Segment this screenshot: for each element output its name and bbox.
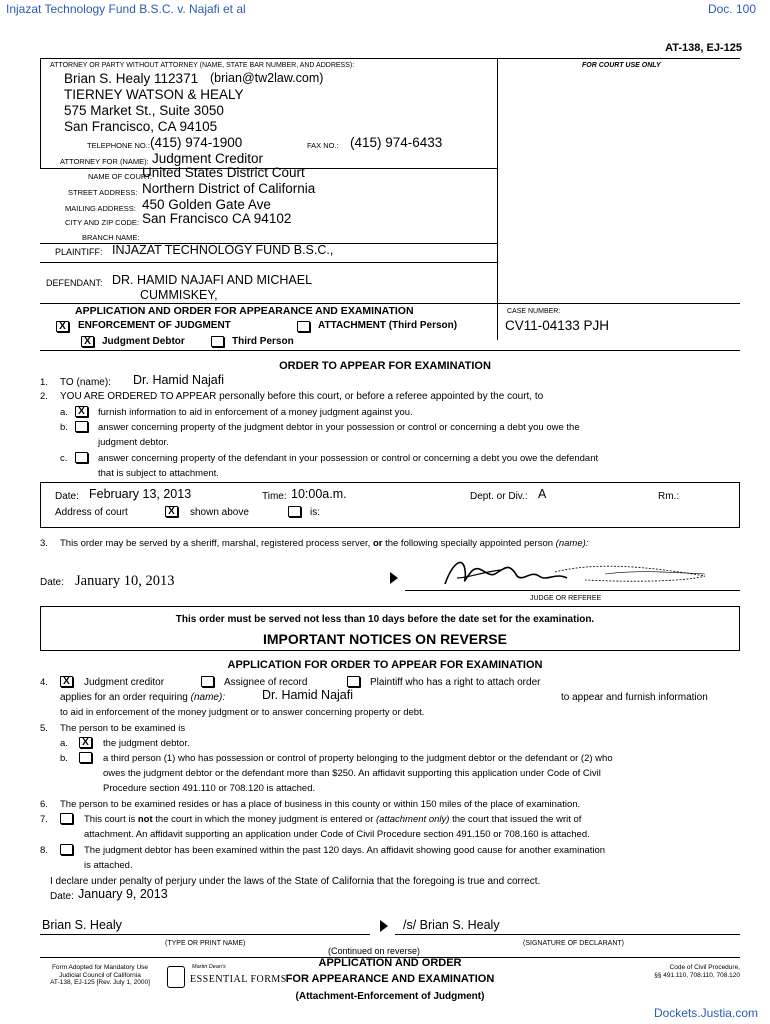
item5b-text-3: Procedure section 491.110 or 708.120 is attached.	[103, 783, 316, 794]
continued-on-reverse: (Continued on reverse)	[328, 946, 421, 956]
judgment-creditor-checkbox[interactable]: X	[60, 676, 73, 687]
item1-label: TO (name):	[60, 377, 111, 388]
item2-text: YOU ARE ORDERED TO APPEAR personally before this court, or before a referee appointed by the court, to	[60, 391, 544, 402]
attorney-for-label: ATTORNEY FOR (NAME):	[60, 157, 149, 166]
essential-forms-logo-icon	[167, 966, 185, 988]
enforcement-checkbox[interactable]: X	[56, 321, 69, 332]
justia-link[interactable]: Dockets.Justia.com	[653, 1006, 758, 1020]
item2-number: 2.	[40, 391, 48, 402]
street-address-value: Northern District of California	[142, 181, 316, 196]
item2b-label: b.	[60, 422, 68, 433]
notice-important: IMPORTANT NOTICES ON REVERSE	[263, 631, 507, 647]
city-zip-label: CITY AND ZIP CODE:	[65, 218, 139, 227]
fax-label: FAX NO.:	[307, 141, 339, 150]
hearing-time-value: 10:00a.m.	[291, 487, 347, 501]
order-date-label: Date:	[40, 577, 64, 588]
item3-text-b: the following specially appointed person	[385, 538, 554, 549]
order-rule	[40, 350, 740, 351]
item7-text-2: attachment. An affidavit supporting an application under Code of Civil Procedure section 491.150 or 708.160 is attached.	[84, 829, 590, 840]
declarant-signature: /s/ Brian S. Healy	[403, 918, 500, 932]
item5-number: 5.	[40, 723, 48, 734]
court-use-divider	[497, 58, 498, 340]
item5a-checkbox[interactable]: X	[79, 737, 92, 748]
item2c-label: c.	[60, 453, 68, 464]
court-name-value: United States District Court	[142, 165, 305, 180]
hearing-date-value: February 13, 2013	[89, 487, 192, 501]
left-rule	[40, 58, 41, 168]
attachment-label: ATTACHMENT (Third Person)	[318, 320, 458, 331]
signature-line	[395, 934, 740, 935]
form-adopted-line-3: AT-138, EJ-125 [Rev. July 1, 2000]	[50, 979, 150, 986]
item7-number: 7.	[40, 814, 48, 825]
telephone-value: (415) 974-1900	[150, 135, 243, 150]
address-is-checkbox[interactable]	[288, 506, 301, 517]
item5-text: The person to be examined is	[60, 723, 186, 734]
fax-value: (415) 974-6433	[350, 135, 443, 150]
code-citation-line-2: §§ 491.110, 708.110, 708.120	[654, 971, 740, 979]
dept-value: A	[538, 487, 547, 501]
case-number-value: CV11-04133 PJH	[505, 318, 610, 333]
judgment-debtor-label: Judgment Debtor	[102, 336, 185, 347]
assignee-label: Assignee of record	[224, 677, 308, 688]
attorney-name: Brian S. Healy 112371	[64, 71, 199, 86]
signature-declarant-label: (SIGNATURE OF DECLARANT)	[523, 940, 624, 947]
docket-number[interactable]: Doc. 100	[707, 2, 756, 16]
mailing-address-value: 450 Golden Gate Ave	[142, 197, 271, 212]
application-title: APPLICATION FOR ORDER TO APPEAR FOR EXAMINATION	[227, 659, 543, 671]
docket-header-title[interactable]: Injazat Technology Fund B.S.C. v. Najafi et al	[6, 2, 246, 16]
mailing-address-label: MAILING ADDRESS:	[65, 204, 136, 213]
item7-text-1b: the court in which the money judgment is entered or	[155, 814, 374, 825]
item2c-checkbox[interactable]	[75, 452, 88, 463]
item2a-checkbox[interactable]: X	[75, 406, 88, 417]
form-adopted-line-1: Form Adopted for Mandatory Use	[51, 964, 149, 971]
logo-big-text: ESSENTIAL FORMS	[190, 974, 287, 985]
case-number-label: CASE NUMBER:	[507, 308, 561, 315]
item5b-label: b.	[60, 753, 68, 764]
attorney-city: San Francisco, CA 94105	[64, 119, 218, 134]
plaintiff-attach-checkbox[interactable]	[347, 676, 360, 687]
item2b-text-1: answer concerning property of the judgment debtor in your possession or control or concerning a debt you owe the	[98, 422, 580, 433]
printed-name-line	[40, 934, 370, 935]
defendant-value-1: DR. HAMID NAJAFI AND MICHAEL	[112, 273, 313, 287]
city-zip-value: San Francisco CA 94102	[142, 211, 292, 226]
item8-text-2: is attached.	[84, 860, 133, 871]
declaration-date-label: Date:	[50, 891, 74, 902]
footer-title-2: FOR APPEARANCE AND EXAMINATION	[285, 973, 495, 985]
code-citation-line-1: Code of Civil Procedure,	[669, 964, 740, 971]
attorney-for-value: Judgment Creditor	[152, 151, 264, 166]
attorney-street: 575 Market St., Suite 3050	[64, 103, 224, 118]
defendant-value-2: CUMMISKEY,	[140, 288, 218, 302]
attorney-firm: TIERNEY WATSON & HEALY	[64, 87, 244, 102]
item7-attachment-only: (attachment only)	[376, 814, 450, 825]
declaration-date-value: January 9, 2013	[78, 887, 168, 901]
logo-small-text: Martin Dean's	[192, 964, 226, 970]
branch-name-label: BRANCH NAME:	[82, 233, 140, 242]
item4-number: 4.	[40, 677, 48, 688]
item2c-text-2: that is subject to attachment.	[98, 468, 219, 479]
judge-label: JUDGE OR REFEREE	[530, 595, 602, 602]
item2b-checkbox[interactable]	[75, 421, 88, 432]
plaintiff-value: INJAZAT TECHNOLOGY FUND B.S.C.,	[112, 243, 334, 257]
judge-signature-line	[405, 590, 740, 591]
item4-line2: to aid in enforcement of the money judgment or to answer concerning property or debt.	[60, 707, 425, 718]
plaintiff-label: PLAINTIFF:	[55, 247, 103, 257]
item2a-label: a.	[60, 407, 68, 418]
item2a-text: furnish information to aid in enforcement of a money judgment against you.	[98, 407, 413, 418]
item4-name-value: Dr. Hamid Najafi	[262, 688, 353, 702]
court-use-label: FOR COURT USE ONLY	[582, 62, 661, 69]
item4-applies	[60, 692, 225, 703]
item5b-checkbox[interactable]	[79, 752, 92, 763]
third-person-checkbox[interactable]	[211, 336, 224, 347]
form-id: AT-138, EJ-125	[665, 42, 742, 54]
judgment-creditor-label: Judgment creditor	[84, 677, 165, 688]
declaration-text: I declare under penalty of perjury under the laws of the State of California that the foregoing is true and correct.	[50, 876, 541, 887]
judge-sign-arrow-icon	[390, 572, 398, 584]
hearing-date-label: Date:	[55, 491, 79, 502]
item8-text-1: The judgment debtor has been examined within the past 120 days. An affidavit showing good cause for another examination	[84, 845, 606, 856]
defendant-label: DEFENDANT:	[46, 278, 103, 288]
room-label: Rm.:	[658, 491, 680, 502]
attorney-email: (brian@tw2law.com)	[210, 71, 324, 85]
item7-text-1a: This court is	[84, 814, 136, 825]
item7-text-1c: the court that issued the writ of	[452, 814, 582, 825]
item4-appear: to appear and furnish information	[561, 692, 708, 703]
order-date-value: January 10, 2013	[75, 573, 175, 589]
notice-served: This order must be served not less than 10 days before the date set for the examination.	[175, 614, 595, 625]
court-name-label: NAME OF COURT:	[88, 172, 153, 181]
item3-number: 3.	[40, 538, 48, 549]
top-rule	[40, 58, 740, 59]
street-address-label: STREET ADDRESS:	[68, 188, 138, 197]
item3-text-a: This order may be served by a sheriff, marshal, registered process server,	[60, 538, 371, 549]
footer-title-3: (Attachment-Enforcement of Judgment)	[295, 991, 485, 1002]
item5a-label: a.	[60, 738, 68, 749]
code-citation	[654, 964, 740, 979]
item6-number: 6.	[40, 799, 48, 810]
item8-number: 8.	[40, 845, 48, 856]
hearing-time-label: Time:	[262, 491, 287, 502]
item5b-text-1: a third person (1) who has possession or control of property belonging to the judgment debtor or the defendant or (2) who	[103, 753, 613, 764]
shown-above-label: shown above	[190, 507, 249, 518]
shown-above-checkbox[interactable]: X	[165, 506, 178, 517]
attachment-checkbox[interactable]	[297, 321, 310, 332]
address-is-label: is:	[310, 507, 320, 518]
form-adopted	[40, 964, 160, 987]
form-adopted-line-2: Judicial Council of California	[59, 971, 141, 979]
judgment-debtor-checkbox[interactable]: X	[81, 336, 94, 347]
item3-or: or	[372, 538, 383, 549]
footer-title-1: APPLICATION AND ORDER	[318, 957, 462, 969]
order-title: ORDER TO APPEAR FOR EXAMINATION	[279, 360, 491, 372]
judge-signature-image	[405, 552, 750, 594]
item7-checkbox[interactable]	[60, 813, 73, 824]
assignee-checkbox[interactable]	[201, 676, 214, 687]
item7-not: not	[137, 814, 153, 825]
item5b-text-2: owes the judgment debtor or the defendant more than $250. An affidavit supporting this application under Code of Civil	[103, 768, 601, 779]
item2b-text-2: judgment debtor.	[98, 437, 169, 448]
item1-number: 1.	[40, 377, 48, 388]
plaintiff-attach-label: Plaintiff who has a right to attach order	[370, 677, 541, 688]
item5a-text: the judgment debtor.	[103, 738, 190, 749]
item8-checkbox[interactable]	[60, 844, 73, 855]
address-of-court-label: Address of court	[55, 507, 128, 518]
dept-label: Dept. or Div.:	[470, 491, 528, 502]
item7-text-1	[84, 814, 581, 825]
third-person-label: Third Person	[232, 336, 294, 347]
item2c-text-1: answer concerning property of the defendant in your possession or control or concerning a debt you owe the defendant	[98, 453, 599, 464]
declarant-sign-arrow-icon	[380, 920, 388, 932]
app-title: APPLICATION AND ORDER FOR APPEARANCE AND EXAMINATION	[75, 305, 414, 317]
enforcement-label: ENFORCEMENT OF JUDGMENT	[78, 320, 231, 331]
item3-text	[60, 538, 588, 549]
item4-name-label: (name):	[190, 692, 226, 703]
item6-text: The person to be examined resides or has a place of business in this county or within 150 miles of the place of examination.	[60, 799, 581, 810]
attorney-label: ATTORNEY OR PARTY WITHOUT ATTORNEY (NAME, STATE BAR NUMBER, AND ADDRESS):	[50, 62, 355, 69]
telephone-label: TELEPHONE NO.:	[87, 141, 150, 150]
item3-name-label: (name):	[555, 538, 589, 549]
item1-name: Dr. Hamid Najafi	[133, 373, 224, 387]
printed-name: Brian S. Healy	[42, 918, 122, 932]
app-title-rule	[40, 303, 740, 304]
plaintiff-rule	[40, 262, 498, 263]
item4-applies-text: applies for an order requiring	[60, 692, 188, 703]
type-print-label: (TYPE OR PRINT NAME)	[165, 940, 246, 947]
